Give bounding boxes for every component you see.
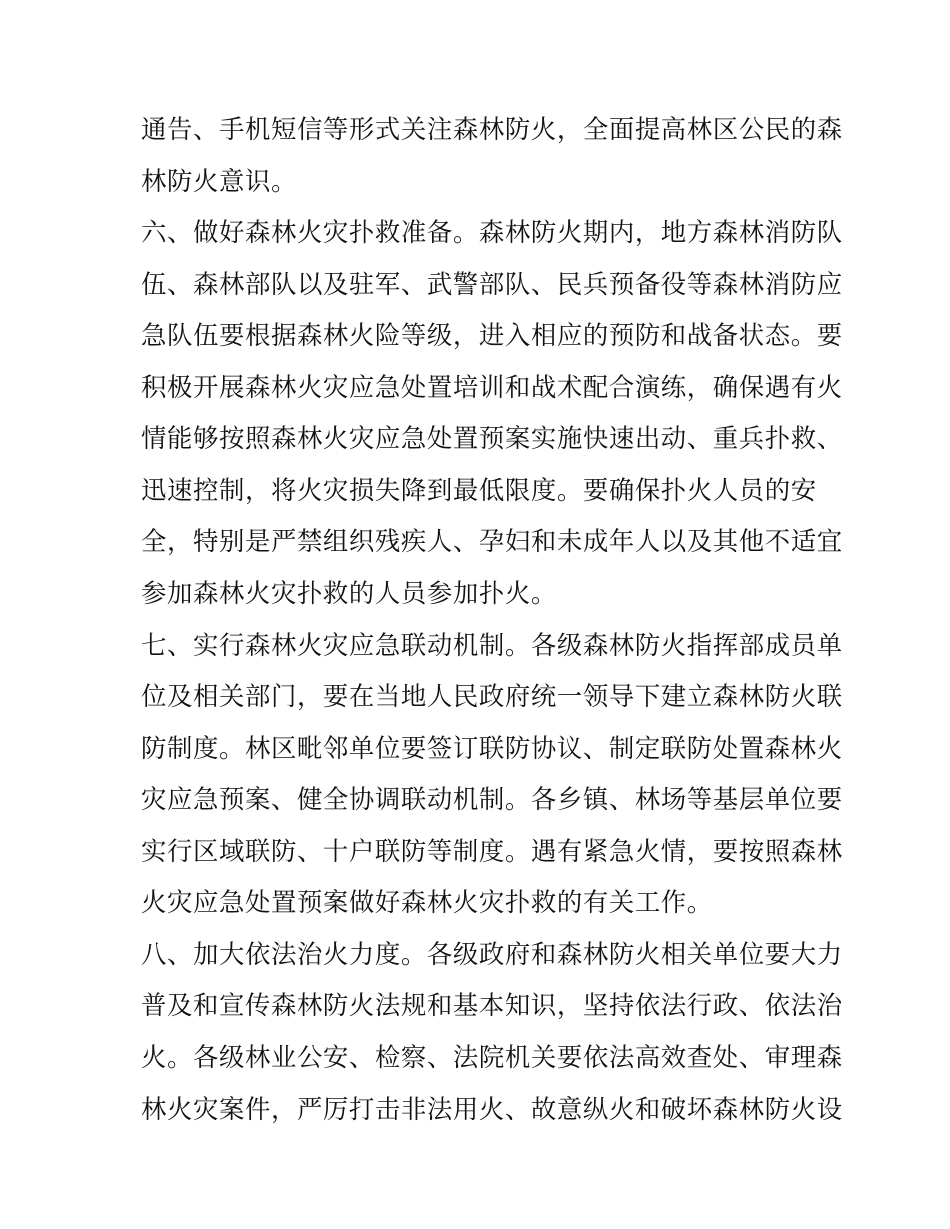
text-line: 积极开展森林火灾应急处置培训和战术配合演练，确保遇有火 <box>141 372 843 402</box>
text-line: 伍、森林部队以及驻军、武警部队、民兵预备役等森林消防应 <box>141 269 843 299</box>
text-line: 迅速控制，将火灾损失降到最低限度。要确保扑火人员的安 <box>141 475 817 505</box>
text-line: 位及相关部门，要在当地人民政府统一领导下建立森林防火联 <box>141 681 843 711</box>
text-line: 灾应急预案、健全协调联动机制。各乡镇、林场等基层单位要 <box>141 784 843 814</box>
text-line: 全，特别是严禁组织残疾人、孕妇和未成年人以及其他不适宜 <box>141 526 843 556</box>
text-line: 情能够按照森林火灾应急处置预案实施快速出动、重兵扑救、 <box>141 423 843 453</box>
text-line: 普及和宣传森林防火法规和基本知识，坚持依法行政、依法治 <box>141 990 843 1020</box>
text-line: 防制度。林区毗邻单位要签订联防协议、制定联防处置森林火 <box>141 733 843 763</box>
text-line: 林火灾案件，严厉打击非法用火、故意纵火和破坏森林防火设 <box>141 1094 843 1124</box>
text-line: 林防火意识。 <box>141 166 297 196</box>
text-line: 实行区域联防、十户联防等制度。遇有紧急火情，要按照森林 <box>141 836 843 866</box>
text-line: 七、实行森林火灾应急联动机制。各级森林防火指挥部成员单 <box>141 630 843 660</box>
text-line: 八、加大依法治火力度。各级政府和森林防火相关单位要大力 <box>141 939 843 969</box>
text-line: 参加森林火灾扑救的人员参加扑火。 <box>141 578 557 608</box>
text-line: 急队伍要根据森林火险等级，进入相应的预防和战备状态。要 <box>141 320 843 350</box>
text-line: 通告、手机短信等形式关注森林防火，全面提高林区公民的森 <box>141 114 843 144</box>
text-line: 火。各级林业公安、检察、法院机关要依法高效查处、审理森 <box>141 1042 843 1072</box>
text-line: 火灾应急处置预案做好森林火灾扑救的有关工作。 <box>141 887 713 917</box>
text-line: 六、做好森林火灾扑救准备。森林防火期内，地方森林消防队 <box>141 217 843 247</box>
